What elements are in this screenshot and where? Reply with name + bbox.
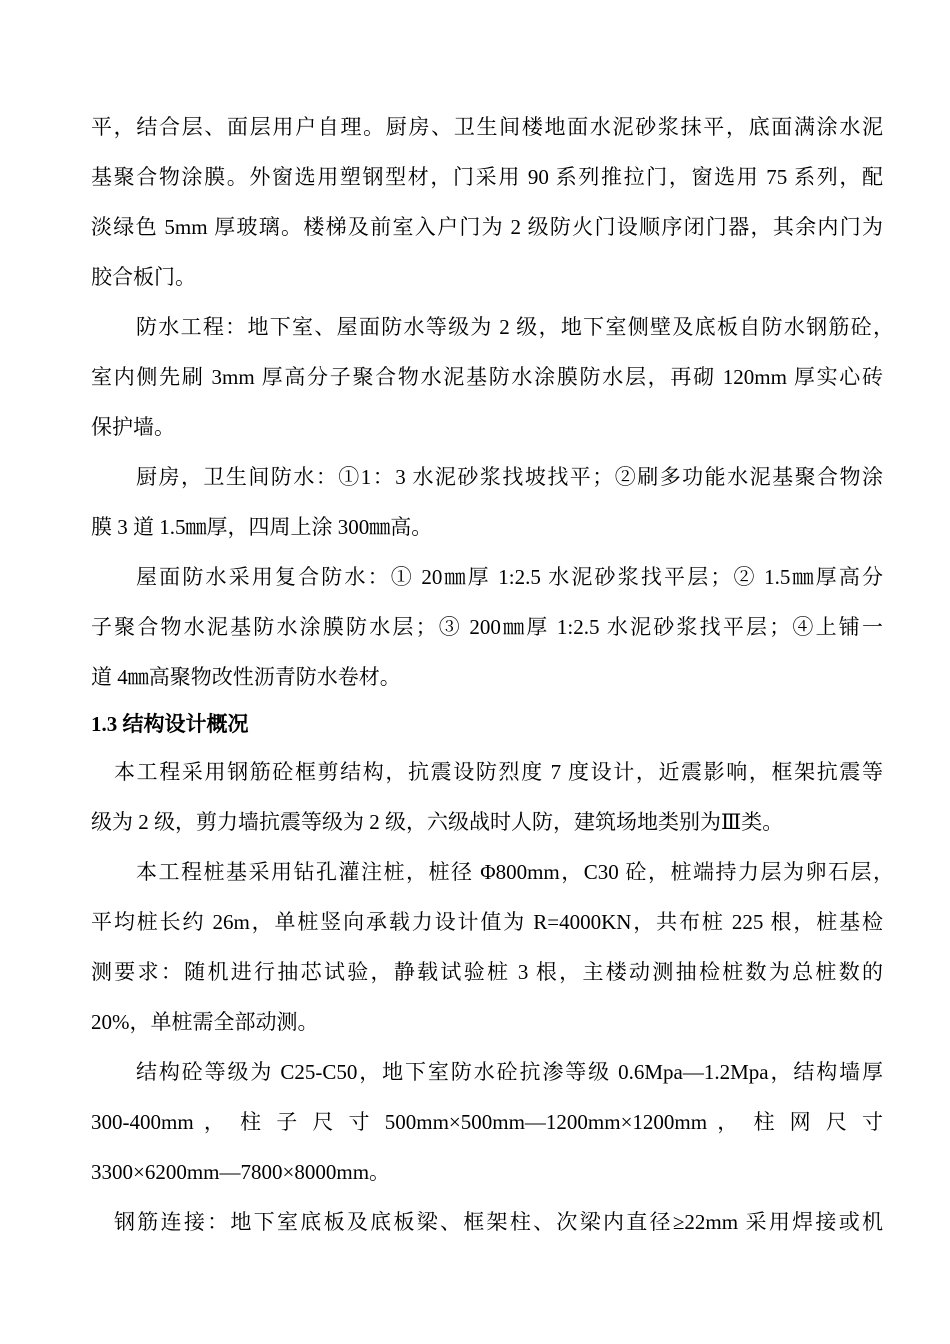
paragraph-first-line: 屋面防水采用复合防水：① 20㎜厚 1:2.5 水泥砂浆找平层；② 1.5㎜厚高分	[136, 565, 883, 589]
text-line: 保护墙。	[91, 415, 175, 439]
text-line: 淡绿色 5mm 厚玻璃。楼梯及前室入户门为 2 级防火门设顺序闭门器，其余内门为	[91, 215, 883, 239]
text-line: 基聚合物涂膜。外窗选用塑钢型材，门采用 90 系列推拉门，窗选用 75 系列，配	[91, 165, 883, 189]
paragraph-first-line: 防水工程：地下室、屋面防水等级为 2 级，地下室侧壁及底板自防水钢筋砼，	[136, 315, 894, 339]
text-line: 胶合板门。	[91, 265, 196, 289]
text-line: 20%，单桩需全部动测。	[91, 1010, 319, 1034]
section-heading: 1.3 结构设计概况	[91, 712, 249, 736]
text-line: 级为 2 级，剪力墙抗震等级为 2 级，六级战时人防，建筑场地类别为Ⅲ类。	[91, 810, 784, 834]
paragraph-first-line: 本工程桩基采用钻孔灌注桩，桩径 Φ800mm，C30 砼，桩端持力层为卵石层，	[136, 860, 894, 884]
text-line: 测要求：随机进行抽芯试验，静载试验桩 3 根，主楼动测抽检桩数为总桩数的	[91, 960, 883, 984]
paragraph-first-line: 钢筋连接：地下室底板及底板梁、框架柱、次梁内直径≥22mm 采用焊接或机	[114, 1210, 883, 1234]
text-line: 室内侧先刷 3mm 厚高分子聚合物水泥基防水涂膜防水层，再砌 120mm 厚实心砖	[91, 365, 883, 389]
text-line: 道 4㎜高聚物改性沥青防水卷材。	[91, 665, 401, 689]
paragraph-first-line: 厨房，卫生间防水：①1：3 水泥砂浆找坡找平；②刷多功能水泥基聚合物涂	[136, 465, 883, 489]
text-line: 平，结合层、面层用户自理。厨房、卫生间楼地面水泥砂浆抹平，底面满涂水泥	[91, 115, 883, 139]
text-line: 子聚合物水泥基防水涂膜防水层；③ 200㎜厚 1:2.5 水泥砂浆找平层；④上铺一	[91, 615, 883, 639]
text-line: 平均桩长约 26m，单桩竖向承载力设计值为 R=4000KN，共布桩 225 根，桩基检	[91, 910, 883, 934]
paragraph-first-line: 本工程采用钢筋砼框剪结构，抗震设防烈度 7 度设计，近震影响，框架抗震等	[114, 760, 883, 784]
text-line: 膜 3 道 1.5㎜厚，四周上涂 300㎜高。	[91, 515, 433, 539]
text-line: 300-400mm ， 柱 子 尺 寸 500mm×500mm—1200mm×1200mm ， 柱 网 尺 寸	[91, 1110, 883, 1134]
paragraph-first-line: 结构砼等级为 C25-C50，地下室防水砼抗渗等级 0.6Mpa—1.2Mpa，结构墙厚	[136, 1060, 883, 1084]
text-line: 3300×6200mm—7800×8000mm。	[91, 1160, 391, 1184]
